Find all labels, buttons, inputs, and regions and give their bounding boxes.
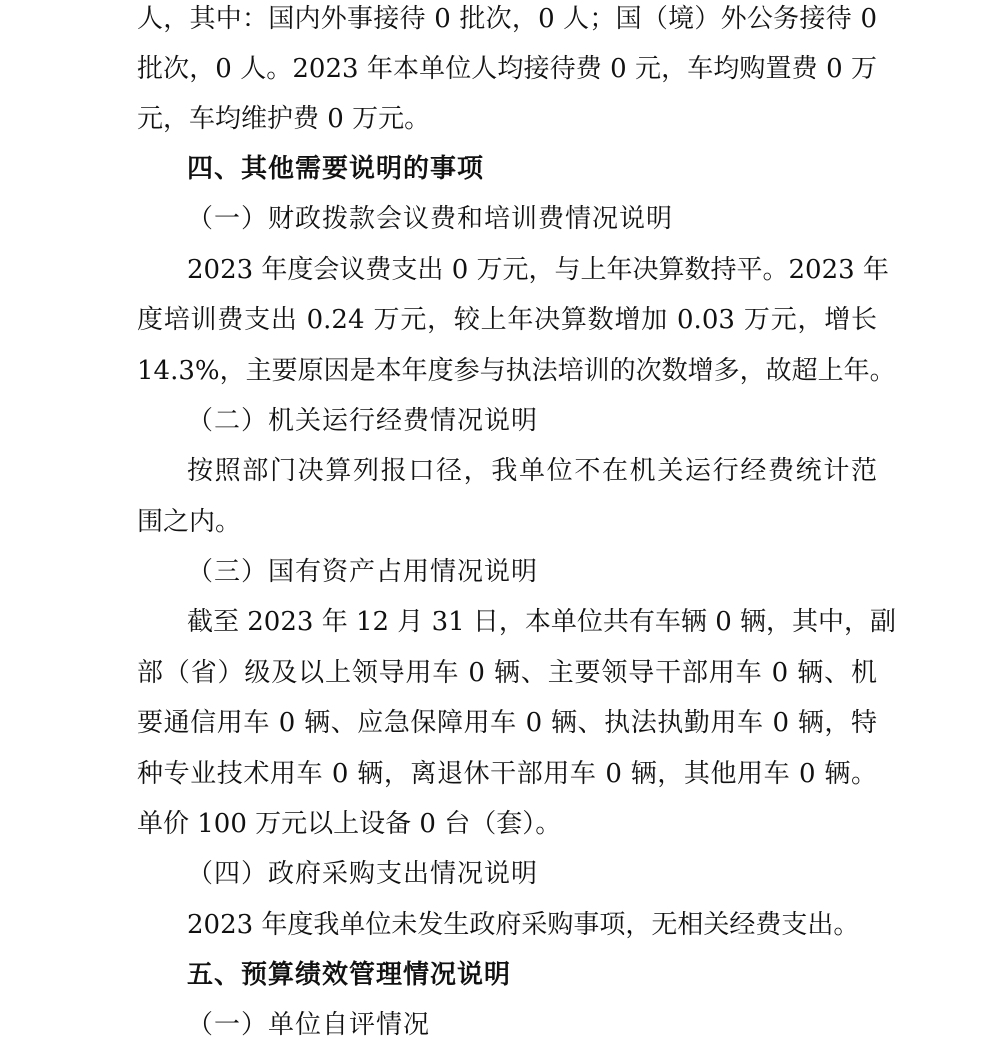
paragraph-line: 14.3%，主要原因是本年度参与执法培训的次数增多，故超上年。	[137, 356, 896, 386]
paragraph-line: 按照部门决算列报口径，我单位不在机关运行经费统计范	[187, 456, 877, 486]
subsection-heading-3: （三）国有资产占用情况说明	[187, 557, 539, 587]
paragraph-line: 围之内。	[137, 507, 242, 537]
paragraph-line: 批次，0 人。2023 年本单位人均接待费 0 元，车均购置费 0 万	[137, 54, 877, 84]
subsection-heading-1: （一）财政拨款会议费和培训费情况说明	[187, 204, 674, 234]
paragraph-line: 截至 2023 年 12 月 31 日，本单位共有车辆 0 辆，其中，副	[187, 607, 896, 637]
subsection-heading-2: （二）机关运行经费情况说明	[187, 406, 539, 436]
paragraph-line: 度培训费支出 0.24 万元，较上年决算数增加 0.03 万元，增长	[137, 305, 877, 335]
paragraph-line: 要通信用车 0 辆、应急保障用车 0 辆、执法执勤用车 0 辆，特	[137, 708, 877, 738]
subsection-heading-4: （四）政府采购支出情况说明	[187, 859, 539, 889]
section-heading-4: 四、其他需要说明的事项	[187, 154, 485, 184]
subsection-heading-5-1: （一）单位自评情况	[187, 1010, 431, 1040]
paragraph-line: 单价 100 万元以上设备 0 台（套）。	[137, 809, 562, 839]
paragraph-line: 部（省）级及以上领导用车 0 辆、主要领导干部用车 0 辆、机	[137, 658, 877, 688]
paragraph-line: 人，其中：国内外事接待 0 批次，0 人；国（境）外公务接待 0	[137, 4, 877, 34]
paragraph-line: 2023 年度会议费支出 0 万元，与上年决算数持平。2023 年	[187, 255, 889, 285]
paragraph-line: 2023 年度我单位未发生政府采购事项，无相关经费支出。	[187, 910, 860, 940]
section-heading-5: 五、预算绩效管理情况说明	[187, 960, 512, 990]
paragraph-line: 种专业技术用车 0 辆，离退休干部用车 0 辆，其他用车 0 辆。	[137, 759, 877, 789]
paragraph-line: 元，车均维护费 0 万元。	[137, 104, 431, 134]
